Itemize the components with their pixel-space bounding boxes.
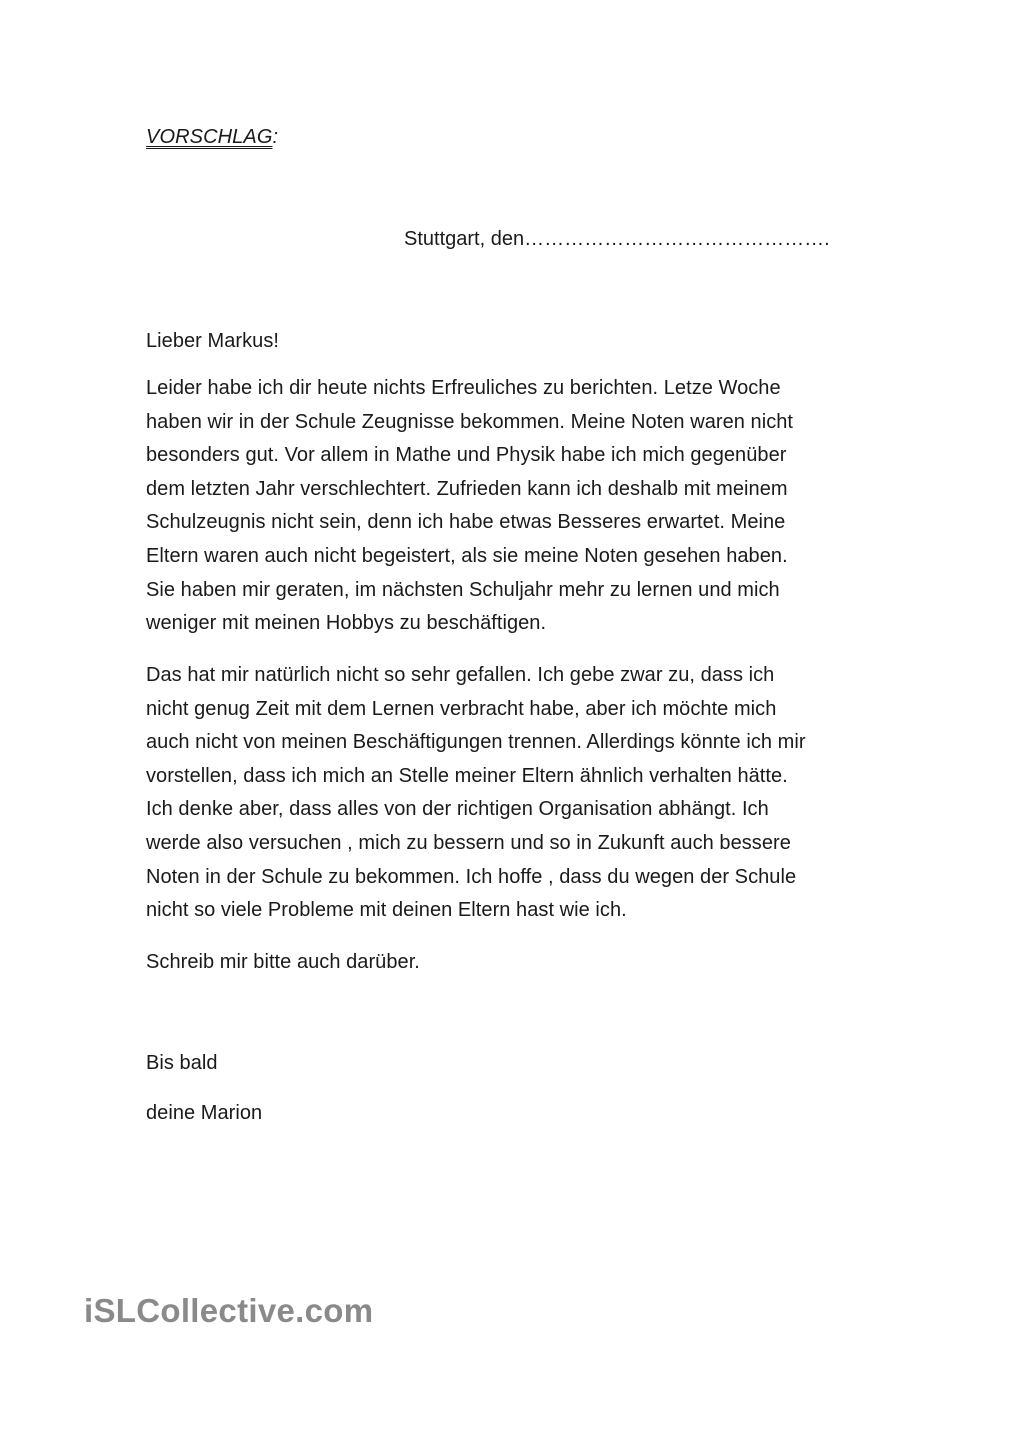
paragraph-line: dem letzten Jahr verschlechtert. Zufrieden kann ich deshalb mit meinem [146, 477, 788, 500]
paragraph-line: weniger mit meinen Hobbys zu beschäftigen. [146, 612, 547, 635]
paragraph-3: Schreib mir bitte auch darüber. [146, 951, 420, 973]
paragraph-line: vorstellen, dass ich mich an Stelle meiner Eltern ähnlich verhalten hätte. [146, 764, 788, 787]
paragraph-line: werde also versuchen , mich zu bessern und so in Zukunft auch bessere [146, 831, 791, 854]
paragraph-line: Noten in der Schule zu bekommen. Ich hoffe , dass du wegen der Schule [146, 865, 797, 888]
heading-text: VORSCHLAG [146, 126, 273, 148]
paragraph-2 [146, 659, 806, 928]
closing: Bis bald [146, 1052, 218, 1074]
signature: deine Marion [146, 1102, 263, 1124]
paragraph-1 [146, 372, 793, 641]
paragraph-line: Leider habe ich dir heute nichts Erfreuliches zu berichten. Letze Woche [146, 377, 781, 399]
paragraph-line: Das hat mir natürlich nicht so sehr gefallen. Ich gebe zwar zu, dass ich [146, 664, 775, 686]
paragraph-line: Eltern waren auch nicht begeistert, als sie meine Noten gesehen haben. [146, 544, 788, 567]
paragraph-line: nicht genug Zeit mit dem Lernen verbracht habe, aber ich möchte mich [146, 697, 777, 720]
paragraph-line: besonders gut. Vor allem in Mathe und Physik habe ich mich gegenüber [146, 444, 787, 467]
paragraph-line: Schulzeugnis nicht sein, denn ich habe etwas Besseres erwartet. Meine [146, 511, 786, 534]
paragraph-line: Ich denke aber, dass alles von der richtigen Organisation abhängt. Ich [146, 798, 769, 821]
paragraph-line: auch nicht von meinen Beschäftigungen trennen. Allerdings könnte ich mir [146, 731, 806, 754]
paragraph-line: nicht so viele Probleme mit deinen Eltern hast wie ich. [146, 899, 627, 922]
heading-suffix: : [272, 126, 279, 148]
paragraph-line: haben wir in der Schule Zeugnisse bekommen. Meine Noten waren nicht [146, 410, 794, 433]
watermark-logo: iSLCollective.com [84, 1292, 374, 1329]
document-heading [146, 124, 278, 150]
greeting: Lieber Markus! [146, 330, 279, 352]
paragraph-line: Sie haben mir geraten, im nächsten Schuljahr mehr zu lernen und mich [146, 578, 780, 601]
dateline: Stuttgart, den………………………………………. [404, 228, 830, 250]
